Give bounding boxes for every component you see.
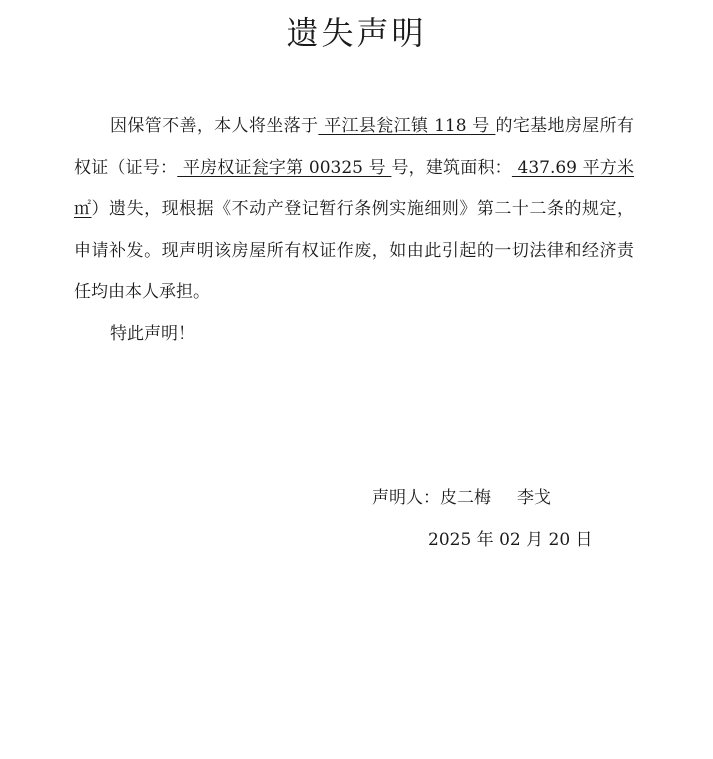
building-area: 437.69 平方米㎡ [74, 157, 635, 219]
document-title: 遗失声明 [286, 14, 427, 52]
closing-declaration: 特此声明！ [110, 323, 195, 344]
signer-name-2: 李戈 [517, 488, 551, 508]
signer-name-1: 皮二梅 [440, 488, 491, 508]
signature-line [372, 483, 551, 508]
intro-text: 因保管不善，本人将坐落于 [110, 116, 319, 136]
certificate-intro-text: 的宅基地房屋所有权证（证号： [74, 116, 635, 178]
closing-text: ）遗失，现根据《不动产登记暂行条例实施细则》第二十二条的规定，申请补发。现声明该房屋所有权证作废，如由此引起的一切法律和经济责任均由本人承担。 [74, 199, 635, 302]
statement-paragraph [74, 106, 634, 314]
property-location: 平江县瓮江镇 118 号 [318, 116, 496, 136]
statement-date: 2025 年 02 月 20 日 [428, 530, 593, 550]
statement-body [74, 106, 634, 355]
certificate-number: 平房权证瓮字第 00325 号 [177, 157, 392, 178]
area-intro-text: 号，建筑面积： [391, 157, 512, 178]
signature-label: 声明人： [372, 488, 440, 508]
